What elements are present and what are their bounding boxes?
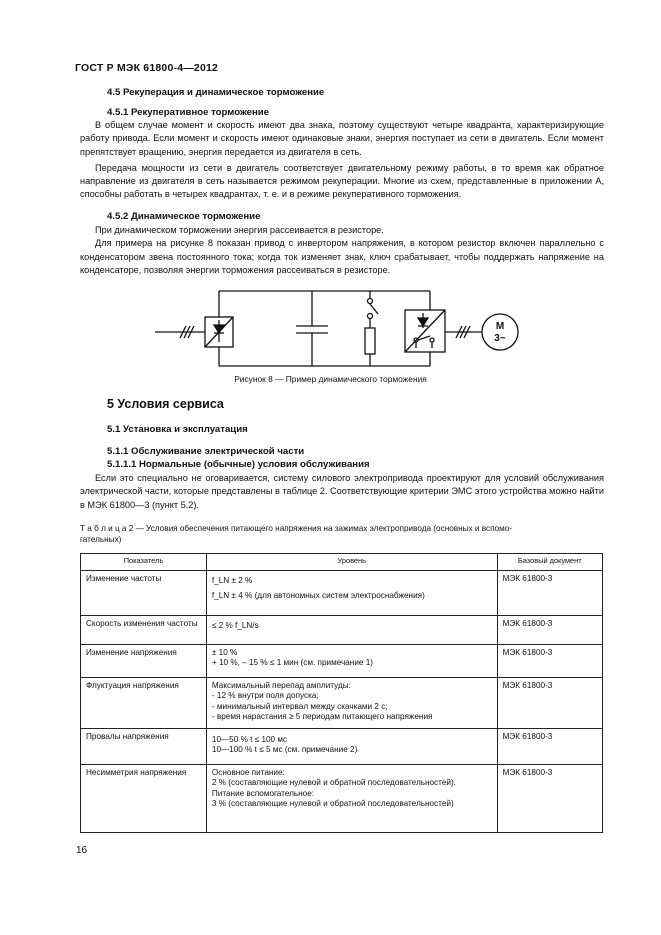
- table-row: [81, 616, 603, 645]
- cell-reference: МЭК 61800-3: [497, 765, 602, 833]
- figure-8-circuit-diagram: [150, 282, 530, 372]
- table-caption-line: гательных): [80, 535, 122, 544]
- cell-level: [206, 645, 497, 678]
- cell-reference: МЭК 61800-3: [497, 645, 602, 678]
- cell-parameter: Флуктуация напряжения: [81, 678, 207, 729]
- paragraph: Если это специально не оговаривается, систему силового электропривода проектируют для условий обслуживания электрической части, которые представлены в таблице 2. Соответствующие критерии ЭМС этого устройства можно найти в МЭК 61800—3 (пункт 5.2).: [80, 473, 605, 510]
- motor-label-m: М: [495, 321, 505, 332]
- section-4-5-2-body: [80, 224, 604, 277]
- level-line: Питание вспомогательное:: [211, 788, 315, 798]
- supply-conditions-table: [80, 553, 603, 833]
- level-line: 2 % (составляющие нулевой и обратной последовательностей).: [211, 778, 456, 788]
- header-reference: Базовый документ: [497, 554, 602, 571]
- level-line: f_LN ± 2 %: [211, 576, 253, 585]
- section-5-title: 5 Условия сервиса: [107, 397, 224, 411]
- section-5-1-title: 5.1 Установка и эксплуатация: [107, 424, 248, 435]
- table-header-row: [81, 554, 603, 571]
- section-4-5-2-title: 4.5.2 Динамическое торможение: [107, 211, 261, 222]
- level-line: - 12 % внутри поля допуска;: [211, 691, 319, 701]
- level-line: Основное питание:: [211, 768, 285, 777]
- cell-level: [206, 678, 497, 729]
- section-4-5-title: 4.5 Рекуперация и динамическое торможение: [107, 87, 325, 98]
- table-row: [81, 729, 603, 765]
- cell-reference: МЭК 61800-3: [497, 678, 602, 729]
- cell-parameter: Скорость изменения частоты: [81, 616, 207, 645]
- level-line: ≤ 2 % f_LN/s: [211, 621, 259, 630]
- paragraph: При динамическом торможении энергия рассеивается в резисторе.: [95, 225, 384, 235]
- level-line: Максимальный перепад амплитуды:: [211, 681, 351, 690]
- level-line: f_LN ± 4 % (для автономных систем электроснабжения): [211, 591, 425, 601]
- cell-level: [206, 616, 497, 645]
- page-number: 16: [76, 845, 88, 856]
- level-line: + 10 %, – 15 % ≤ 1 мин (см. примечание 1): [211, 658, 374, 668]
- brake-switch-icon: [368, 291, 379, 328]
- section-5-1-1-title: 5.1.1 Обслуживание электрической части: [107, 446, 305, 457]
- paragraph: Для примера на рисунке 8 показан привод с инвертором напряжения, в котором резистор включен параллельно с конденсатором звена постоянного тока; когда ток изменяет знак, ключ срабатывает, чтобы поддержать напряжение на конденсаторе, позволяя энергии торможения рассеиваться в резисторе.: [80, 238, 604, 275]
- table-row: [81, 571, 603, 616]
- level-line: 10—50 % t ≤ 100 мс: [211, 735, 288, 744]
- level-line: ± 10 %: [211, 648, 238, 657]
- section-4-5-1-body: [80, 119, 604, 202]
- level-line: - минимальный интервал между скачками 2 с;: [211, 701, 388, 711]
- brake-resistor-icon: [365, 328, 375, 354]
- cell-reference: МЭК 61800-3: [497, 571, 602, 616]
- paragraph: В общем случае момент и скорость имеют два знака, поэтому существуют четыре квадранта, характеризирующие работу привода. Если момент и скорость имеют одинаковые знаки, энергия поступает из сети в двигатель. Если момент препятствует вращению, энергия передается из двигателя в сеть.: [80, 120, 604, 157]
- cell-parameter: Изменение напряжения: [81, 645, 207, 678]
- section-5-1-1-1-title: 5.1.1.1 Нормальные (обычные) условия обслуживания: [107, 459, 370, 470]
- table-caption-line: Т а б л и ц а 2 — Условия обеспечения питающего напряжения на зажимах электропривода (основных и вспомо-: [80, 524, 512, 533]
- cell-parameter: Несимметрия напряжения: [81, 765, 207, 833]
- header-parameter: Показатель: [81, 554, 207, 571]
- cell-parameter: Провалы напряжения: [81, 729, 207, 765]
- cell-level: [206, 729, 497, 765]
- section-4-5-1-title: 4.5.1 Рекуперативное торможение: [107, 107, 270, 118]
- figure-8-caption: Рисунок 8 — Пример динамического торможения: [234, 374, 427, 384]
- level-line: - время нарастания ≥ 5 периодам питающего напряжения: [211, 712, 433, 722]
- table-row: [81, 645, 603, 678]
- paragraph: Передача мощности из сети в двигатель соответствует двигательному режиму работы, в то время как обратное направление из двигателя в сеть называется режимом рекуперации. Многие из схем, представленные в приложении А, способны работать в четырех квадрантах, т. е. и в режиме рекуперативного торможения.: [80, 162, 604, 200]
- cell-reference: МЭК 61800-3: [497, 616, 602, 645]
- table-2-caption: [80, 523, 604, 545]
- cell-level: [206, 571, 497, 616]
- document-header: ГОСТ Р МЭК 61800-4—2012: [75, 62, 219, 74]
- level-line: 10—100 % t ≤ 5 мс (см. примечание 2): [211, 745, 358, 755]
- motor-label-phase: 3~: [494, 333, 506, 344]
- level-line: 3 % (составляющие нулевой и обратной последовательностей): [211, 799, 454, 809]
- table-row: [81, 678, 603, 729]
- motor-icon: [482, 314, 518, 350]
- cell-level: [206, 765, 497, 833]
- table-row: [81, 765, 603, 833]
- section-5-1-1-1-body: [80, 472, 604, 512]
- header-level: Уровень: [206, 554, 497, 571]
- cell-parameter: Изменение частоты: [81, 571, 207, 616]
- capacitor-icon: [296, 291, 328, 366]
- cell-reference: МЭК 61800-3: [497, 729, 602, 765]
